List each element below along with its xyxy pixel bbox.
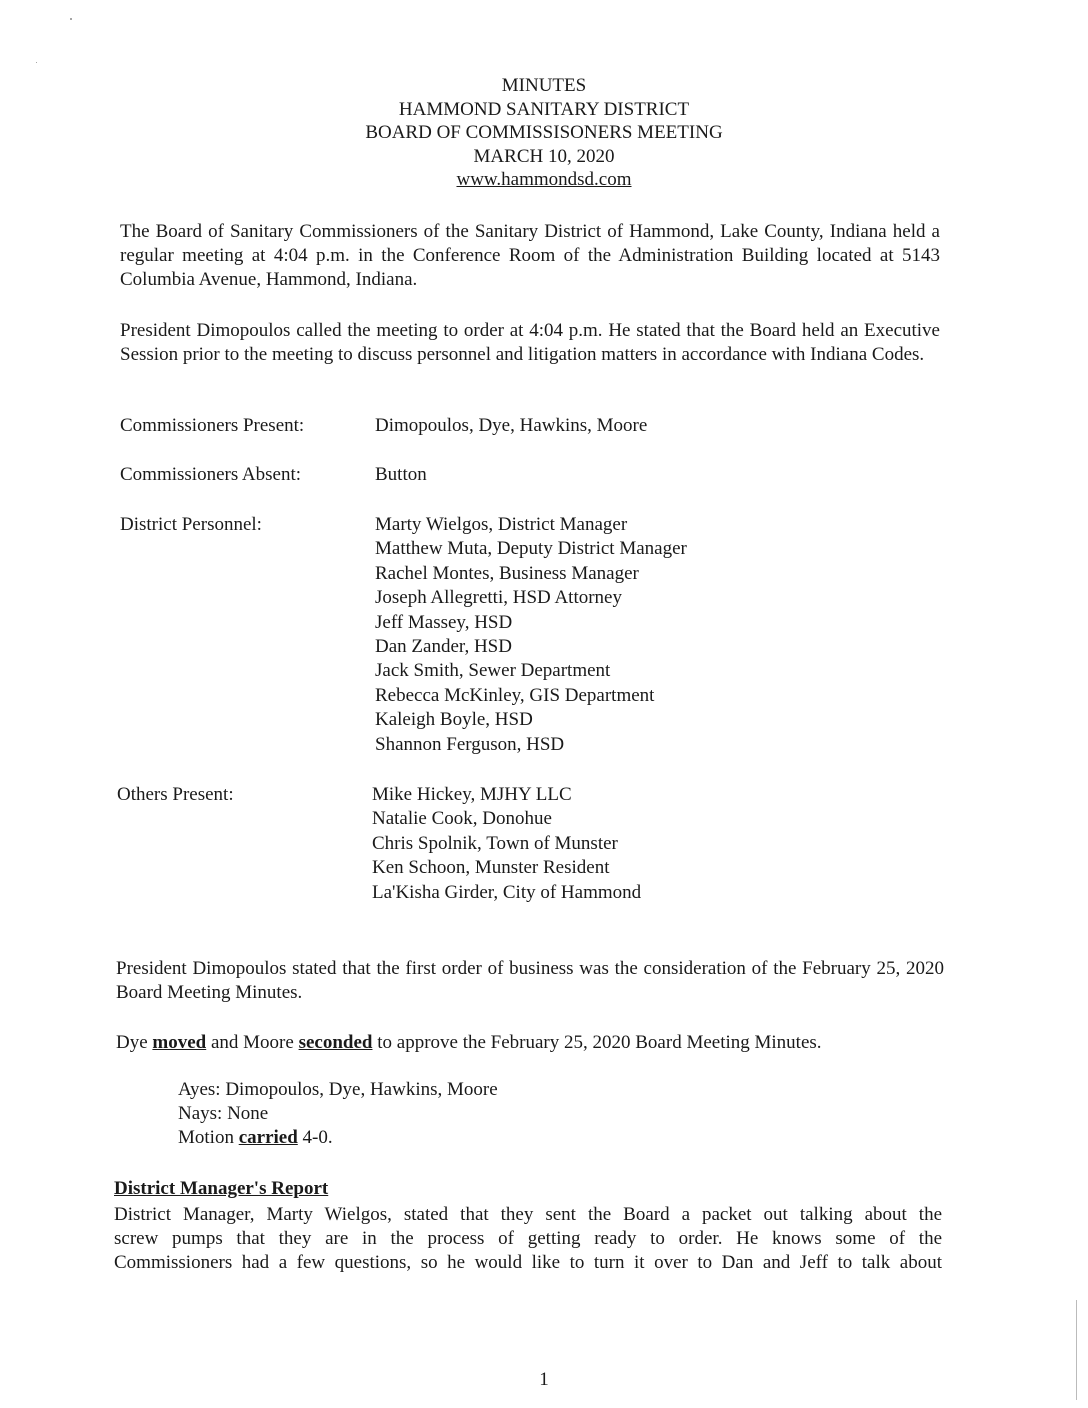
header-title: MINUTES xyxy=(501,75,587,96)
vote-block xyxy=(178,1078,498,1150)
header-date: MARCH 10, 2020 xyxy=(473,145,615,167)
personnel-item: Jack Smith, Sewer Department xyxy=(375,660,611,682)
vote-count: 4-0. xyxy=(302,1127,333,1148)
others-present-list xyxy=(372,783,641,905)
section-title-district-manager-report: District Manager's Report xyxy=(114,1178,329,1199)
first-order-paragraph: President Dimopoulos stated that the first order of business was the consideration of the February 25, 2020 Board Meeting Minutes. xyxy=(116,958,944,1003)
page-number: 1 xyxy=(539,1369,549,1390)
report-line: District Manager, Marty Wielgos, stated that they sent the Board a packet out talking about the xyxy=(114,1204,942,1225)
commissioners-absent-value: Button xyxy=(375,464,427,485)
vote-result xyxy=(178,1126,498,1150)
others-item: Mike Hickey, MJHY LLC xyxy=(372,784,572,805)
intro-paragraph: The Board of Sanitary Commissioners of the Sanitary District of Hammond, Lake County, Indiana held a regular meeting at 4:04 p.m. in the Conference Room of the Administration Building located at 5143 Columbia Avenue, Hammond, Indiana. xyxy=(120,221,940,290)
vote-nays: Nays: None xyxy=(178,1103,269,1124)
commissioners-absent-label: Commissioners Absent: xyxy=(120,464,302,485)
report-line: Commissioners had a few questions, so he would like to turn it over to Dan and Jeff to talk about xyxy=(114,1252,942,1273)
personnel-item: Marty Wielgos, District Manager xyxy=(375,514,628,535)
district-manager-report-text xyxy=(114,1203,942,1275)
personnel-item: Joseph Allegretti, HSD Attorney xyxy=(375,587,622,609)
vote-carried: carried xyxy=(238,1127,298,1148)
personnel-item: Shannon Ferguson, HSD xyxy=(375,733,565,755)
district-personnel-label: District Personnel: xyxy=(120,514,262,535)
scan-edge-line xyxy=(1076,1300,1077,1400)
district-personnel-list xyxy=(375,513,687,757)
header-url: www.hammondsd.com xyxy=(456,169,632,190)
others-item: Chris Spolnik, Town of Munster xyxy=(372,832,618,854)
header-organization: HAMMOND SANITARY DISTRICT xyxy=(398,98,690,120)
personnel-item: Dan Zander, HSD xyxy=(375,636,512,658)
motion-rest: to approve the February 25, 2020 Board Meeting Minutes. xyxy=(377,1032,822,1053)
scan-speck xyxy=(70,18,72,20)
others-item: La'Kisha Girder, City of Hammond xyxy=(372,881,642,903)
others-present-label: Others Present: xyxy=(117,784,234,805)
commissioners-present-label: Commissioners Present: xyxy=(120,415,305,436)
motion-moved: moved xyxy=(152,1032,207,1053)
header-meeting: BOARD OF COMMISSISONERS MEETING xyxy=(365,122,723,143)
motion-paragraph xyxy=(116,1031,956,1055)
vote-ayes: Ayes: Dimopoulos, Dye, Hawkins, Moore xyxy=(178,1079,498,1100)
personnel-item: Matthew Muta, Deputy District Manager xyxy=(375,538,687,560)
others-item: Ken Schoon, Munster Resident xyxy=(372,857,610,879)
scan-speck xyxy=(36,62,37,63)
personnel-item: Rebecca McKinley, GIS Department xyxy=(375,684,655,706)
report-line: screw pumps that they are in the process of getting ready to order. He knows some of the xyxy=(114,1228,942,1249)
others-item: Natalie Cook, Donohue xyxy=(372,808,552,830)
personnel-item: Kaleigh Boyle, HSD xyxy=(375,709,533,731)
call-to-order-paragraph: President Dimopoulos called the meeting to order at 4:04 p.m. He stated that the Board held an Executive Session prior to the meeting to discuss personnel and litigation matters in accordance with Indiana Codes. xyxy=(120,320,940,365)
motion-seconded: seconded xyxy=(298,1032,373,1053)
vote-motion-label: Motion xyxy=(178,1127,234,1148)
commissioners-present-value: Dimopoulos, Dye, Hawkins, Moore xyxy=(375,415,648,436)
personnel-item: Rachel Montes, Business Manager xyxy=(375,562,639,584)
minutes-header xyxy=(0,74,1088,192)
motion-and: and Moore xyxy=(210,1032,294,1053)
personnel-item: Jeff Massey, HSD xyxy=(375,611,513,633)
motion-mover: Dye xyxy=(116,1032,148,1053)
